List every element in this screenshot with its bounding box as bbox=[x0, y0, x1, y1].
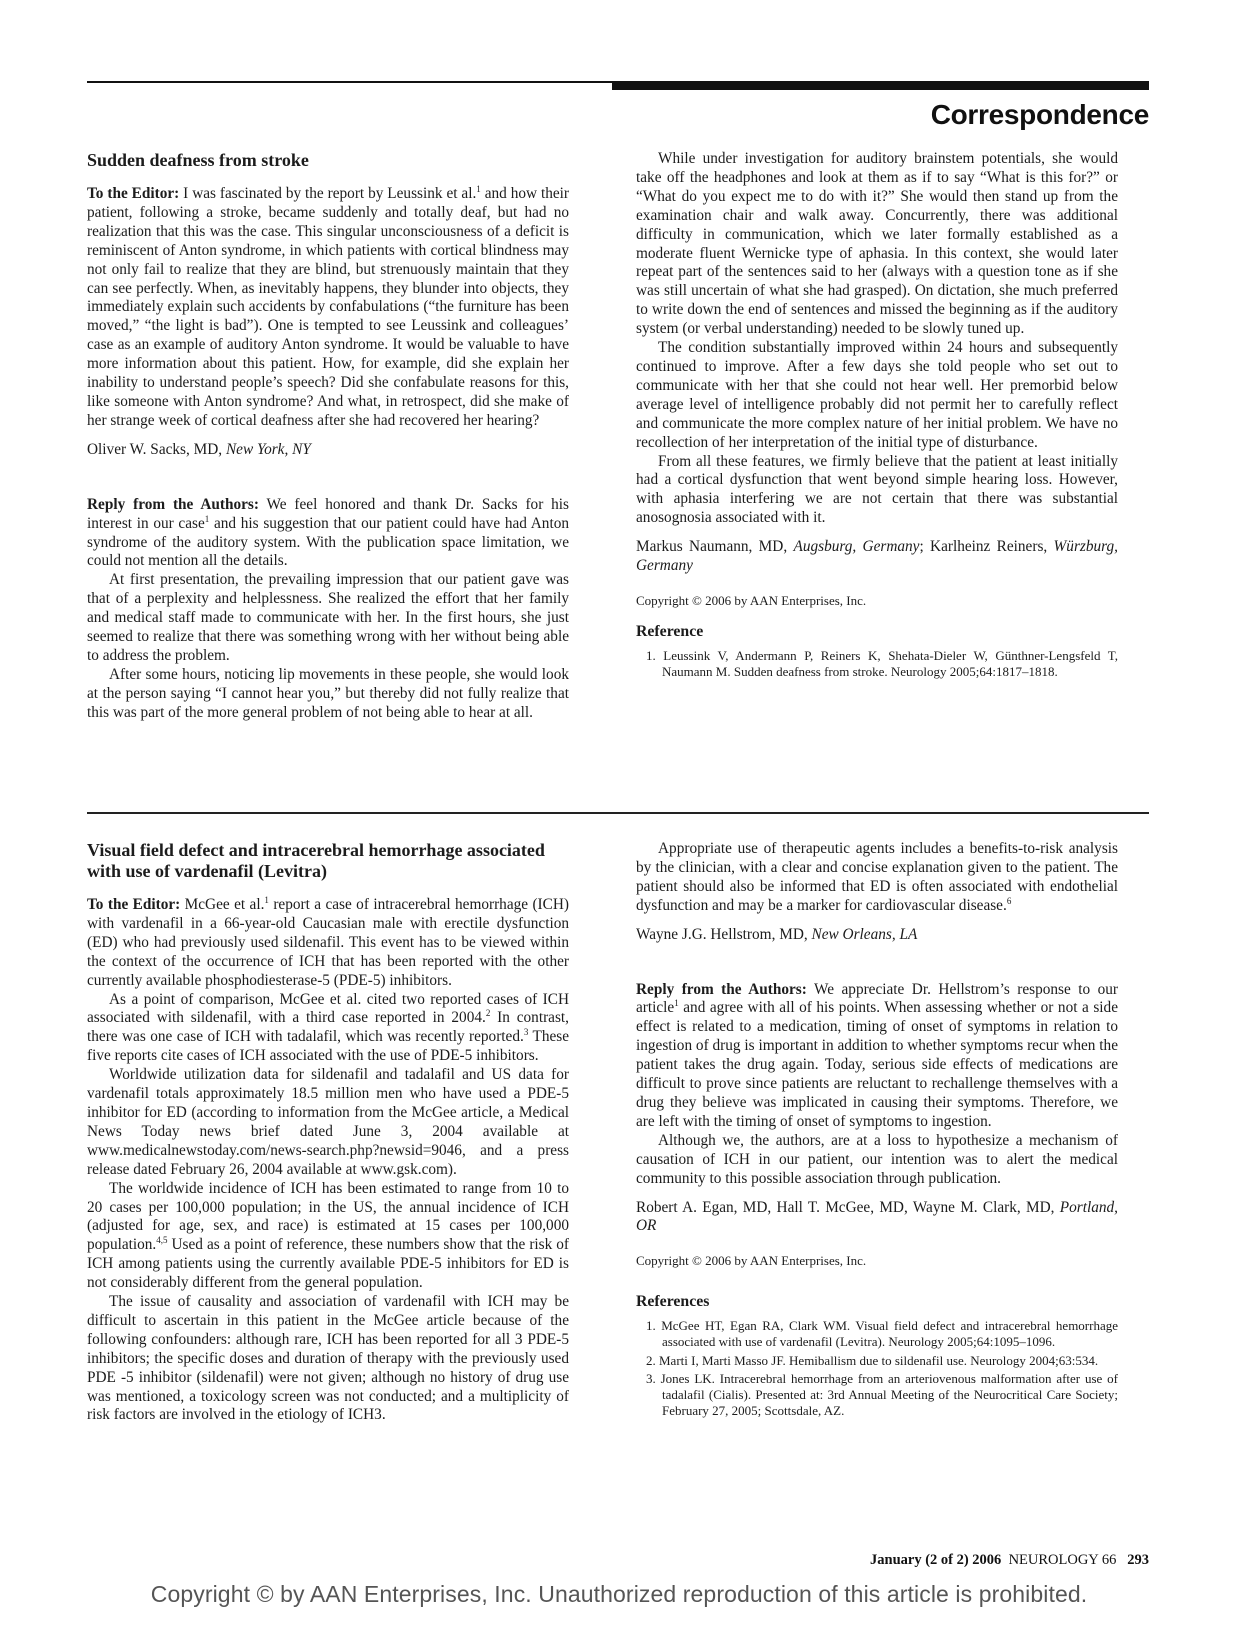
letter2-reference-list bbox=[636, 1318, 1118, 1419]
citation-sup: 6 bbox=[1006, 895, 1012, 906]
citation-sup: 2 bbox=[485, 1008, 491, 1019]
letter1-reply-paragraph-4: While under investigation for auditory brainstem potentials, she would take off the headphones and look at them as if to say “What is this for?” or “What do you expect me to do with it?” She would then stand up from the examination chair and walk away. Concurrently, there was additional difficulty in communication, which we later formally established as a moderate fluent Wernicke type of aphasia. In this context, she would later repeat part of the sentences said to her (always with a question tone as if she was still uncertain of what she had grasped). On dictation, she much preferred to write down the end of sentences and missed the beginning as if the auditory system (or verbal understanding) needed to be slowly tuned up. bbox=[636, 150, 1118, 338]
letter1-references-heading: Reference bbox=[636, 622, 704, 640]
reference-item: 1. Leussink V, Andermann P, Reiners K, Shehata-Dieler W, Günthner-Lengsfeld T, Naumann M. Sudden deafness from stroke. Neurology 2005;64:1817–1818. bbox=[646, 647, 1118, 679]
letter2-editor-paragraph-3: Worldwide utilization data for sildenafil and tadalafil and US data for vardenafil totals approximately 18.5 million men who have used a PDE-5 inhibitor for ED (according to information from the McGee article, a Medical News Today news brief dated June 3, 2004 available at www.medicalnewstoday.com/news-search.php?newsid=9046, and a press release dated February 26, 2004 available at www.gsk.com). bbox=[87, 1066, 569, 1178]
reference-item: 2. Marti I, Marti Masso JF. Hemiballism due to sildenafil use. Neurology 2004;63:534. bbox=[646, 1352, 1099, 1368]
citation-sup: 1 bbox=[674, 998, 679, 1009]
letter1-column-left bbox=[87, 150, 569, 723]
letter1-editor-signature: Oliver W. Sacks, MD, New York, NY bbox=[87, 440, 311, 458]
editor-label: To the Editor: bbox=[87, 896, 181, 913]
citation-sup: 4,5 bbox=[156, 1235, 168, 1246]
letter2-reply-paragraph: Reply from the Authors: We appreciate Dr. Hellstrom’s response to our article$^1$ and agree with all of his points. When assessing whether or not a side effect is related to a medication, timing of onset of symptoms in relation to ingestion of drug is important in addition to whether symptoms recur when the patient takes the drug again. Today, serious side effects of medications are difficult to prove since patients are reluctant to rechallenge themselves with a drug they believe was implicated in causing their symptoms. Therefore, we are left with the timing of onset of symptoms to ingestion. bbox=[636, 980, 1119, 1130]
page-footer bbox=[870, 1552, 1149, 1569]
letter2-copyright: Copyright © 2006 by AAN Enterprises, Inc. bbox=[636, 1253, 867, 1269]
letter2-editor-paragraph-6: Appropriate use of therapeutic agents includes a benefits-to-risk analysis by the clinician, with a clear and concise explanation given to the patient. The patient should also be informed that ED is often associated with endothelial dysfunction and may be a marker for cardiovascular disease.$^6$ bbox=[636, 840, 1118, 914]
letter-divider bbox=[87, 812, 1149, 814]
citation-sup: 1 bbox=[476, 184, 481, 194]
reply-label: Reply from the Authors: bbox=[87, 495, 259, 513]
letter2-editor-paragraph-5: The issue of causality and association of vardenafil with ICH may be difficult to ascertain in this patient in the McGee article because of the following confounders: although rare, ICH has been reported for all 3 PDE-5 inhibitors; the specific doses and duration of therapy with the previously used PDE -5 inhibitor (sildenafil) were not given; although no history of drug use was mentioned, a toxicology screen was not conducted; and a multiplicity of risk factors are involved in the etiology of ICH3. bbox=[87, 1293, 569, 1424]
reply-label: Reply from the Authors: bbox=[636, 980, 807, 998]
letter2-editor-signature: Wayne J.G. Hellstrom, MD, New Orleans, LA bbox=[636, 925, 918, 943]
section-title: Correspondence bbox=[930, 99, 1149, 130]
letter2-references-heading: References bbox=[636, 1293, 710, 1311]
letter1-column-right bbox=[636, 150, 1118, 682]
letter1-reply-paragraph-2: At first presentation, the prevailing impression that our patient gave was that of a perplexity and helplessness. She realized the effort that her family and medical staff made to communicate with her. In the first hours, she just seemed to realize that there was something wrong with her without being able to address the problem. bbox=[87, 571, 569, 664]
letter2-column-left bbox=[87, 840, 569, 1425]
citation-sup: 1 bbox=[204, 513, 210, 524]
section-header-bar bbox=[612, 81, 1149, 90]
letter2-editor-paragraph-2: As a point of comparison, McGee et al. cited two reported cases of ICH associated with sildenafil, with a third case reported in 2004.$^2$ In contrast, there was one case of ICH with tadalafil, which was recently reported.$^3$ These five reports cite cases of ICH associated with the use of PDE-5 inhibitors. bbox=[87, 990, 569, 1065]
copyright-watermark: Copyright © by AAN Enterprises, Inc. Unauthorized reproduction of this article is prohibited. bbox=[150, 1581, 1088, 1607]
letter1-reply-paragraph-3: After some hours, noticing lip movements in these people, she would look at the person saying “I cannot hear you,” but thereby did not fully realize that this was part of the more general problem of not being able to hear at all. bbox=[87, 665, 569, 721]
letter2-reply-paragraph-2: Although we, the authors, are at a loss to hypothesize a mechanism of causation of ICH in our patient, our intention was to alert the medical community to this possible association through publication. bbox=[636, 1131, 1118, 1187]
letter2-reply-signature: Robert A. Egan, MD, Hall T. McGee, MD, Wayne M. Clark, MD, Portland, OR bbox=[636, 1198, 1118, 1235]
letter1-title: Sudden deafness from stroke bbox=[87, 150, 309, 170]
citation-sup: 3 bbox=[523, 1027, 529, 1038]
footer-journal: NEUROLOGY 66 bbox=[1008, 1552, 1117, 1568]
footer-page-number: 293 bbox=[1127, 1552, 1149, 1568]
editor-label: To the Editor: bbox=[87, 185, 180, 202]
citation-sup: 1 bbox=[264, 895, 269, 905]
footer-issue: January (2 of 2) 2006 bbox=[870, 1552, 1002, 1568]
letter1-copyright: Copyright © 2006 by AAN Enterprises, Inc. bbox=[636, 592, 867, 608]
letter2-column-right bbox=[636, 840, 1118, 1421]
letter1-reply-paragraph: Reply from the Authors: We feel honored and thank Dr. Sacks for his interest in our case$^1$ and his suggestion that our patient could have had Anton syndrome of the auditory system. With the publication space limitation, we could not mention all the details. bbox=[87, 495, 570, 570]
letter1-reply-paragraph-5: The condition substantially improved within 24 hours and subsequently continued to improve. After a few days she told people who set out to communicate with her that she could not hear well. Her premorbid below average level of intelligence probably did not permit her to carefully reflect and communicate the more complex nature of her initial problem. We have no recollection of her interpretation of the initial type of disturbance. bbox=[636, 339, 1118, 451]
letter1-editor-paragraph: To the Editor: I was fascinated by the report by Leussink et al.$^1$ and how their patient, following a stroke, became suddenly and totally deaf, but had no realization that this was the case. This singular unconsciousness of a deficit is reminiscent of Anton syndrome, in which patients with cortical blindness may not only fail to realize that they are blind, but strenuously maintain that they can see perfectly. When, as inevitably happens, they blunder into objects, they immediately explain such accidents by confabulations (“the furniture has been moved,” “the light is bad”). One is tempted to see Leussink and colleagues’ case as an example of auditory Anton syndrome. It would be valuable to have more information about this patient. How, for example, did she explain her inability to understand people’s speech? Did she confabulate reasons for this, like someone with Anton syndrome? And what, in retrospect, did she make of her strange week of cortical deafness after she had recovered her hearing? bbox=[87, 184, 569, 429]
letter2-editor-paragraph-4: The worldwide incidence of ICH has been estimated to range from 10 to 20 cases per 100,000 population; in the US, the annual incidence of ICH (adjusted for age, sex, and race) is estimated at 15 cases per 100,000 population.$^{4,5}$ Used as a point of reference, these numbers show that the risk of ICH among patients using the currently available PDE-5 inhibitors for ED is not considerably different from the general population. bbox=[87, 1179, 569, 1292]
reference-item: 1. McGee HT, Egan RA, Clark WM. Visual field defect and intracerebral hemorrhage associated with use of vardenafil (Levitra). Neurology 2005;64:1095–1096. bbox=[646, 1318, 1118, 1350]
reference-item: 3. Jones LK. Intracerebral hemorrhage from an arteriovenous malformation after use of tadalafil (Cialis). Presented at: 3rd Annual Meeting of the Neurocritical Care Society; February 27, 2005; Scottsdale, AZ. bbox=[646, 1370, 1118, 1419]
letter2-title: Visual field defect and intracerebral hemorrhage associated with use of vardenafil (Levitra) bbox=[87, 840, 545, 881]
letter1-reference-list bbox=[636, 648, 1118, 680]
letter1-reply-paragraph-6: From all these features, we firmly believe that the patient at least initially had a cortical dysfunction that went beyond simple hearing loss. However, with aphasia interfering we are not certain that there was substantial anosognosia associated with it. bbox=[636, 452, 1118, 527]
letter2-editor-paragraph: To the Editor: McGee et al.$^1$ report a case of intracerebral hemorrhage (ICH) with vardenafil in a 66-year-old Caucasian male with erectile dysfunction (ED) who had previously used sildenafil. This event has to be viewed within the context of the occurrence of ICH that has been reported with the other currently available phosphodiesterase-5 (PDE-5) inhibitors. bbox=[87, 895, 569, 989]
letter1-reply-signature: Markus Naumann, MD, Augsburg, Germany; Karlheinz Reiners, Würzburg, Germany bbox=[636, 538, 1118, 575]
